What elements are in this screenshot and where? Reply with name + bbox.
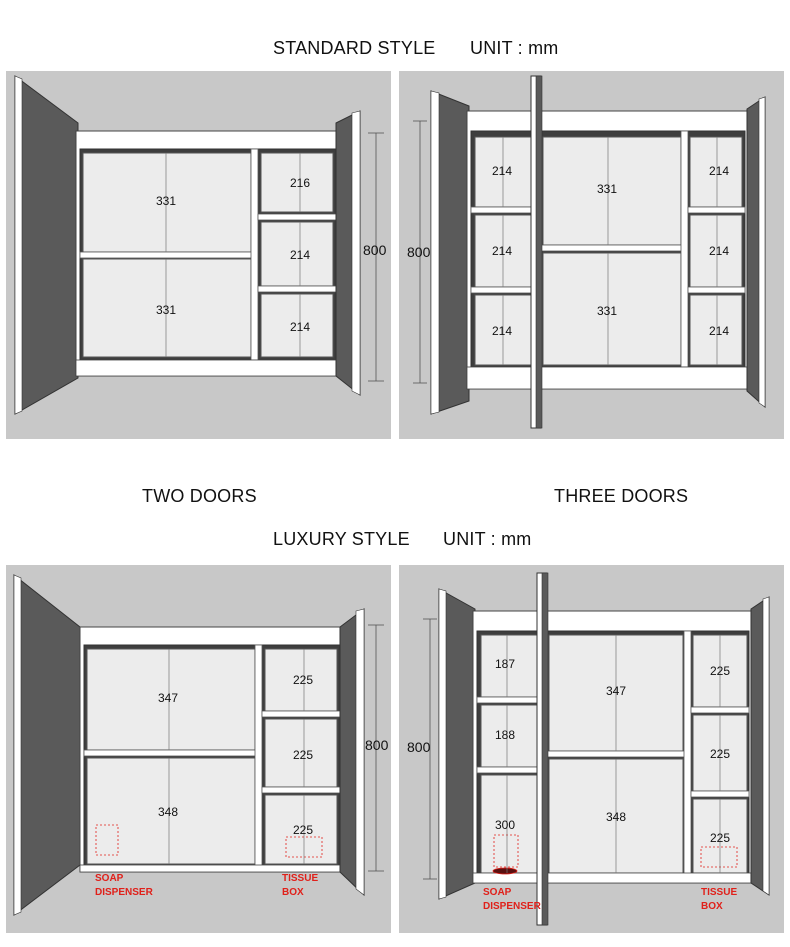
soap-label-1: SOAP bbox=[483, 887, 512, 898]
dim-left-lower: 331 bbox=[156, 303, 177, 317]
tissue-label-2: BOX bbox=[701, 901, 723, 912]
dim-right-bottom: 225 bbox=[293, 823, 314, 837]
dim-right-mid: 225 bbox=[293, 748, 314, 762]
soap-label-2: DISPENSER bbox=[95, 887, 153, 898]
three-doors-label: THREE DOORS bbox=[554, 486, 689, 506]
soap-dispenser-nozzle bbox=[493, 868, 517, 874]
left-shelf bbox=[80, 252, 252, 258]
dim-right-bottom: 214 bbox=[290, 320, 311, 334]
standard-style-title: STANDARD STYLE bbox=[273, 38, 436, 58]
dim-right-top: 225 bbox=[293, 673, 314, 687]
cabinet-drawing bbox=[6, 71, 391, 439]
dim-right-top: 216 bbox=[290, 176, 311, 190]
cabinet-drawing bbox=[399, 565, 784, 933]
dim-center-upper: 331 bbox=[597, 182, 618, 196]
center-divider bbox=[251, 149, 258, 360]
dim-left-upper: 331 bbox=[156, 194, 177, 208]
dim-center-lower: 348 bbox=[606, 810, 627, 824]
tissue-label-2: BOX bbox=[282, 887, 304, 898]
dim-height: 800 bbox=[363, 242, 387, 258]
dim-left-top: 214 bbox=[492, 164, 513, 178]
dim-height: 800 bbox=[365, 737, 389, 753]
luxury-three-door-diagram bbox=[399, 565, 784, 933]
dim-right-mid: 214 bbox=[290, 248, 311, 262]
tissue-label-1: TISSUE bbox=[282, 873, 319, 884]
dim-left-mid: 188 bbox=[495, 728, 516, 742]
standard-three-door-diagram bbox=[399, 71, 784, 439]
dim-right-bottom: 225 bbox=[710, 831, 731, 845]
dim-right-mid: 225 bbox=[710, 747, 731, 761]
dim-center-lower: 331 bbox=[597, 304, 618, 318]
dim-height: 800 bbox=[407, 244, 431, 260]
dim-left-bottom: 300 bbox=[495, 818, 516, 832]
dim-right-mid: 214 bbox=[709, 244, 730, 258]
cabinet-drawing bbox=[399, 71, 784, 439]
luxury-style-title: LUXURY STYLE bbox=[273, 529, 410, 549]
luxury-unit-label: UNIT : mm bbox=[443, 529, 532, 549]
soap-label-2: DISPENSER bbox=[483, 901, 541, 912]
dim-right-bottom: 214 bbox=[709, 324, 730, 338]
dim-left-lower: 348 bbox=[158, 805, 179, 819]
tissue-label-1: TISSUE bbox=[701, 887, 738, 898]
dim-left-bottom: 214 bbox=[492, 324, 513, 338]
left-door bbox=[15, 76, 78, 414]
standard-unit-label: UNIT : mm bbox=[470, 38, 559, 58]
two-doors-label: TWO DOORS bbox=[142, 486, 257, 506]
dim-center-upper: 347 bbox=[606, 684, 627, 698]
left-door bbox=[14, 575, 80, 915]
dim-right-top: 214 bbox=[709, 164, 730, 178]
soap-label-1: SOAP bbox=[95, 873, 124, 884]
dim-right-top: 225 bbox=[710, 664, 731, 678]
dim-left-top: 187 bbox=[495, 657, 516, 671]
dim-left-mid: 214 bbox=[492, 244, 513, 258]
luxury-two-door-diagram bbox=[6, 565, 391, 933]
standard-two-door-diagram bbox=[6, 71, 391, 439]
cabinet-drawing bbox=[6, 565, 391, 933]
dim-height: 800 bbox=[407, 739, 431, 755]
dim-left-upper: 347 bbox=[158, 691, 179, 705]
